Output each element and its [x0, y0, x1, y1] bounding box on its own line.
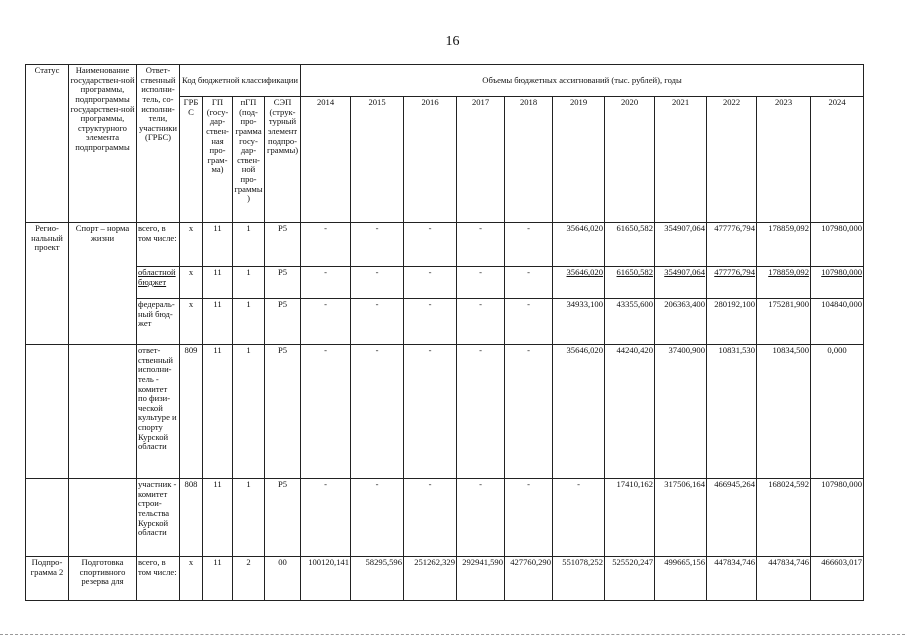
row-grbs: х: [180, 299, 203, 345]
row-value: 107980,000: [811, 223, 864, 267]
row-grbs: х: [180, 557, 203, 601]
row-pgp: 1: [233, 267, 265, 299]
row-pgp: 1: [233, 479, 265, 557]
row-value: -: [301, 267, 351, 299]
row-executor: всего, в том числе:: [137, 557, 180, 601]
row-value: -: [301, 479, 351, 557]
row-value: 35646,020: [553, 345, 605, 479]
row-value: 107980,000: [811, 267, 864, 299]
row-value: 10831,530: [707, 345, 757, 479]
row-value: 178859,092: [757, 223, 811, 267]
row-value: -: [457, 479, 505, 557]
row-value: -: [301, 299, 351, 345]
row-status: Регио-нальный проект: [26, 223, 69, 345]
row-value: 466603,017: [811, 557, 864, 601]
header-pgp: пГП (под-про-грамма госу-дар-ствен-ной про-граммы): [233, 97, 265, 223]
row-pgp: 2: [233, 557, 265, 601]
row-value: 354907,064: [655, 267, 707, 299]
row-value: 43355,600: [605, 299, 655, 345]
page-bottom-divider: [0, 634, 905, 635]
header-year: 2018: [505, 97, 553, 223]
row-value: -: [457, 223, 505, 267]
row-executor: федераль-ный бюд-жет: [137, 299, 180, 345]
row-value: -: [457, 345, 505, 479]
row-status: [26, 479, 69, 557]
row-value: -: [351, 267, 404, 299]
row-value: 466945,264: [707, 479, 757, 557]
header-name: Наименование государствен-ной программы, подпрограммы государствен-ной программы, структурного элемента подпрограммы: [69, 65, 137, 223]
row-value: -: [351, 479, 404, 557]
table-row: [26, 479, 864, 557]
header-grbs: ГРБ С: [180, 97, 203, 223]
row-grbs: 809: [180, 345, 203, 479]
row-value: -: [505, 479, 553, 557]
row-name: Спорт – норма жизни: [69, 223, 137, 345]
header-executor: Ответ-ственный исполни-тель, со-исполни-тели, участники (ГРБС): [137, 65, 180, 223]
header-sep: СЭП (струк-турный элемент подпро-граммы): [265, 97, 301, 223]
row-gp: 11: [203, 223, 233, 267]
row-grbs: х: [180, 223, 203, 267]
row-name: Подготовка спортивного резерва для: [69, 557, 137, 601]
row-value: -: [457, 299, 505, 345]
row-value: 178859,092: [757, 267, 811, 299]
header-year: 2014: [301, 97, 351, 223]
row-value: 499665,156: [655, 557, 707, 601]
row-value: 168024,592: [757, 479, 811, 557]
row-sep: Р5: [265, 223, 301, 267]
row-value: -: [351, 223, 404, 267]
row-executor: всего, в том числе:: [137, 223, 180, 267]
row-name: [69, 345, 137, 479]
row-value: 104840,000: [811, 299, 864, 345]
row-value: 17410,162: [605, 479, 655, 557]
row-value: 107980,000: [811, 479, 864, 557]
row-executor: участник - комитет строи-тельства Курской области: [137, 479, 180, 557]
row-sep: Р5: [265, 267, 301, 299]
row-executor: областной бюджет: [137, 267, 180, 299]
header-year: 2021: [655, 97, 707, 223]
row-value: 35646,020: [553, 223, 605, 267]
row-value: 447834,746: [757, 557, 811, 601]
page-number: 16: [445, 34, 460, 49]
row-pgp: 1: [233, 345, 265, 479]
row-value: 206363,400: [655, 299, 707, 345]
row-value: 477776,794: [707, 223, 757, 267]
row-value: 447834,746: [707, 557, 757, 601]
row-value: -: [351, 345, 404, 479]
row-value: 317506,164: [655, 479, 707, 557]
header-year: 2024: [811, 97, 864, 223]
row-value: -: [404, 299, 457, 345]
row-gp: 11: [203, 299, 233, 345]
row-value: 37400,900: [655, 345, 707, 479]
header-year: 2019: [553, 97, 605, 223]
row-value: -: [404, 479, 457, 557]
row-value: 427760,290: [505, 557, 553, 601]
header-year: 2023: [757, 97, 811, 223]
header-volumes-group: Объемы бюджетных ассигнований (тыс. рублей), годы: [301, 65, 864, 97]
row-value: -: [505, 223, 553, 267]
row-value: 292941,590: [457, 557, 505, 601]
row-value: 280192,100: [707, 299, 757, 345]
row-value: 251262,329: [404, 557, 457, 601]
row-value: -: [553, 479, 605, 557]
row-pgp: 1: [233, 299, 265, 345]
row-value: 61650,582: [605, 267, 655, 299]
row-grbs: 808: [180, 479, 203, 557]
row-value: -: [404, 345, 457, 479]
table-row: [26, 267, 864, 299]
row-value: 477776,794: [707, 267, 757, 299]
row-value: -: [301, 223, 351, 267]
header-status: Статус: [26, 65, 69, 223]
row-value: 525520,247: [605, 557, 655, 601]
row-value: 354907,064: [655, 223, 707, 267]
row-value: 175281,900: [757, 299, 811, 345]
header-row-top: [26, 65, 864, 97]
header-code-group: Код бюджетной классификации: [180, 65, 301, 97]
row-status: [26, 345, 69, 479]
row-sep: Р5: [265, 299, 301, 345]
header-year: 2016: [404, 97, 457, 223]
row-gp: 11: [203, 267, 233, 299]
row-sep: 00: [265, 557, 301, 601]
row-value: -: [404, 223, 457, 267]
row-value: -: [505, 267, 553, 299]
row-sep: Р5: [265, 479, 301, 557]
header-year: 2022: [707, 97, 757, 223]
row-gp: 11: [203, 479, 233, 557]
row-value: 10834,500: [757, 345, 811, 479]
row-value: -: [351, 299, 404, 345]
row-value: 58295,596: [351, 557, 404, 601]
table-row: [26, 345, 864, 479]
row-gp: 11: [203, 345, 233, 479]
row-sep: Р5: [265, 345, 301, 479]
header-gp: ГП (госу-дар-ствен-ная про-грам-ма): [203, 97, 233, 223]
row-value: -: [404, 267, 457, 299]
table-row: [26, 223, 864, 267]
row-value: -: [301, 345, 351, 479]
row-gp: 11: [203, 557, 233, 601]
row-value: 100120,141: [301, 557, 351, 601]
table-row: [26, 299, 864, 345]
row-grbs: х: [180, 267, 203, 299]
table-row: [26, 557, 864, 601]
header-year: 2020: [605, 97, 655, 223]
row-status: Подпро-грамма 2: [26, 557, 69, 601]
row-value: 61650,582: [605, 223, 655, 267]
row-value: 551078,252: [553, 557, 605, 601]
row-value: 44240,420: [605, 345, 655, 479]
row-value: -: [505, 299, 553, 345]
header-year: 2015: [351, 97, 404, 223]
row-executor: ответ-ственный исполни-тель - комитет по физи-ческой культуре и спорту Курской области: [137, 345, 180, 479]
row-value: -: [457, 267, 505, 299]
header-year: 2017: [457, 97, 505, 223]
row-value: -: [505, 345, 553, 479]
row-pgp: 1: [233, 223, 265, 267]
row-value: 34933,100: [553, 299, 605, 345]
row-name: [69, 479, 137, 557]
row-value: 0,000: [811, 345, 864, 479]
budget-table: [25, 64, 864, 601]
row-value: 35646,020: [553, 267, 605, 299]
